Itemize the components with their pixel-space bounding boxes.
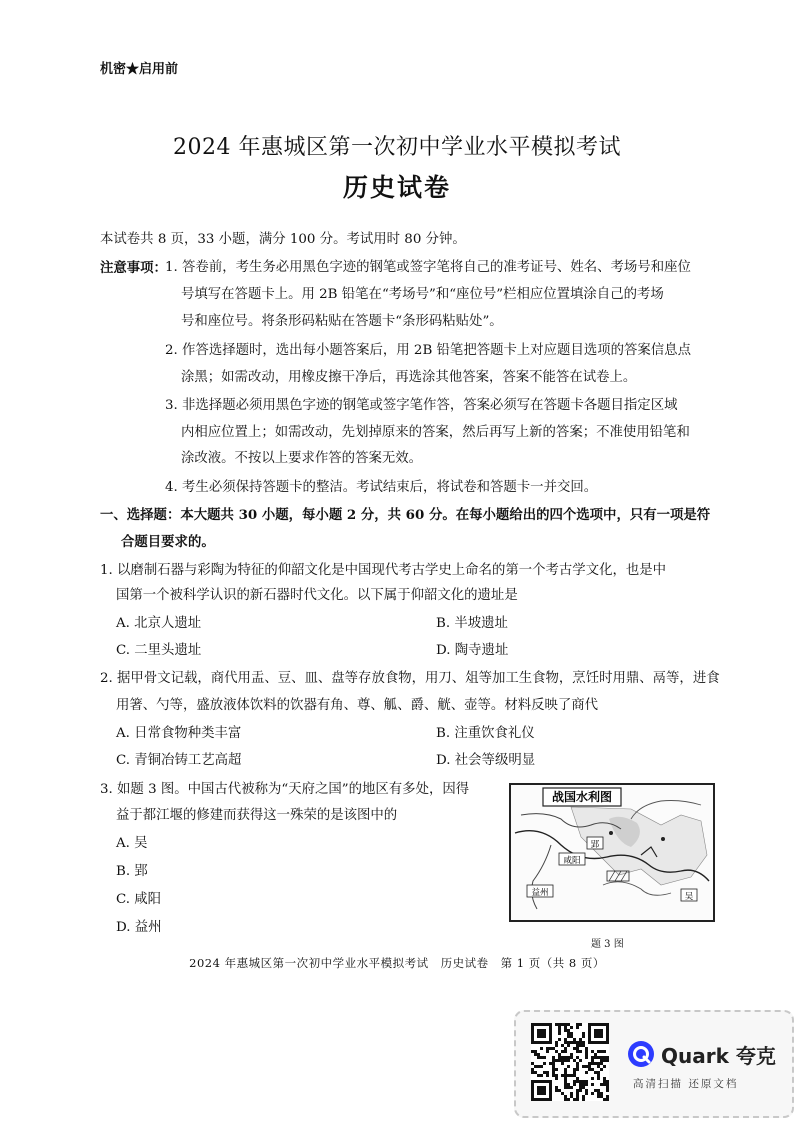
- figure-3-caption: 题 3 图: [591, 939, 624, 950]
- q1-stem-line-2: 国第一个被科学认识的新石器时代文化。以下属于仰韶文化的遗址是: [116, 588, 518, 603]
- q3-option-d: D. 益州: [116, 920, 162, 935]
- quark-brand: Quark 夸克: [661, 1044, 776, 1068]
- page-footer: 2024 年惠城区第一次初中学业水平模拟考试 历史试卷 第 1 页（共 8 页）: [189, 956, 605, 970]
- section-1-heading-cont: 合题目要求的。: [121, 534, 215, 550]
- q2-option-b: B. 注重饮食礼仪: [436, 726, 535, 741]
- note-3-line-3: 涂改液。不按以上要求作答的答案无效。: [181, 451, 423, 466]
- map-label-wu: 吴: [684, 892, 694, 902]
- map-river-min: [532, 845, 551, 909]
- quark-logo-icon: [627, 1040, 655, 1068]
- q3-option-a: A. 吴: [116, 836, 148, 851]
- note-1-line-2: 号填写在答题卡上。用 2B 铅笔在“考场号”和“座位号”栏相应位置填涂自己的考场: [181, 287, 664, 302]
- note-1-line-1: 1. 答卷前，考生务必用黑色字迹的钢笔或签字笔将自己的准考证号、姓名、考场号和座位: [165, 260, 691, 275]
- intro-text: 本试卷共 8 页，33 小题，满分 100 分。考试用时 80 分钟。: [100, 232, 466, 247]
- q1-option-b: B. 半坡遗址: [436, 616, 508, 631]
- q2-stem-line-1: 2. 据甲骨文记载，商代用盂、豆、皿、盘等存放食物，用刀、俎等加工生食物，烹饪时用鼎、鬲等，进食: [100, 671, 720, 686]
- map-title: 战国水利图: [551, 790, 613, 804]
- q1-stem-line-1: 1. 以磨制石器与彩陶为特征的仰韶文化是中国现代考古学史上命名的第一个考古学文化，也是中: [100, 563, 667, 578]
- qr-code-icon: [531, 1023, 609, 1101]
- note-3-line-1: 3. 非选择题必须用黑色字迹的钢笔或签字笔作答，答案必须写在答题卡各题目指定区域: [165, 398, 678, 413]
- note-3-line-2: 内相应位置上；如需改动，先划掉原来的答案，然后再写上新的答案；不准使用铅笔和: [181, 425, 690, 440]
- warring-states-water-map: [509, 783, 715, 922]
- q3-stem-line-1: 3. 如题 3 图。中国古代被称为“天府之国”的地区有多处，因得: [100, 782, 470, 797]
- note-4: 4. 考生必须保持答题卡的整洁。考试结束后，将试卷和答题卡一并交回。: [165, 480, 598, 495]
- confidential-mark: 机密★启用前: [100, 62, 179, 77]
- quark-slogan: 高清扫描 还原文档: [633, 1078, 739, 1090]
- notes-label: 注意事项：: [100, 260, 167, 276]
- q1-option-a: A. 北京人遗址: [116, 616, 202, 631]
- map-city-dot: [661, 837, 665, 841]
- q1-option-d: D. 陶寺遗址: [436, 643, 509, 658]
- exam-title: 2024 年惠城区第一次初中学业水平模拟考试: [173, 135, 621, 160]
- note-2-line-2: 涂黑；如需改动，用橡皮擦干净后，再选涂其他答案，答案不能答在试卷上。: [181, 370, 637, 385]
- q2-option-d: D. 社会等级明显: [436, 753, 536, 768]
- map-graphic: [511, 785, 713, 920]
- note-2-line-1: 2. 作答选择题时，选出每小题答案后，用 2B 铅笔把答题卡上对应题目选项的答案信息点: [165, 343, 691, 358]
- section-1-heading: 一、选择题：本大题共 30 小题，每小题 2 分，共 60 分。在每小题给出的四个选项中，只有一项是符: [100, 507, 711, 523]
- q3-option-b: B. 郢: [116, 864, 148, 879]
- q1-option-c: C. 二里头遗址: [116, 643, 202, 658]
- map-city-dot: [609, 831, 613, 835]
- q2-option-a: A. 日常食物种类丰富: [116, 726, 242, 741]
- q2-stem-line-2: 用箸、勺等，盛放液体饮料的饮器有角、尊、觚、爵、觥、壶等。材料反映了商代: [116, 698, 599, 713]
- q3-option-c: C. 咸阳: [116, 892, 162, 907]
- q2-option-c: C. 青铜冶铸工艺高超: [116, 753, 242, 768]
- map-label-xianyang: 咸阳: [563, 856, 581, 866]
- map-label-yizhou: 益州: [531, 888, 549, 898]
- subject-title: 历史试卷: [342, 173, 451, 202]
- note-1-line-3: 号和座位号。将条形码粘贴在答题卡“条形码粘贴处”。: [181, 314, 503, 329]
- q3-stem-line-2: 益于都江堰的修建而获得这一殊荣的是该图中的: [116, 808, 398, 823]
- map-label-ying: 郢: [590, 840, 600, 850]
